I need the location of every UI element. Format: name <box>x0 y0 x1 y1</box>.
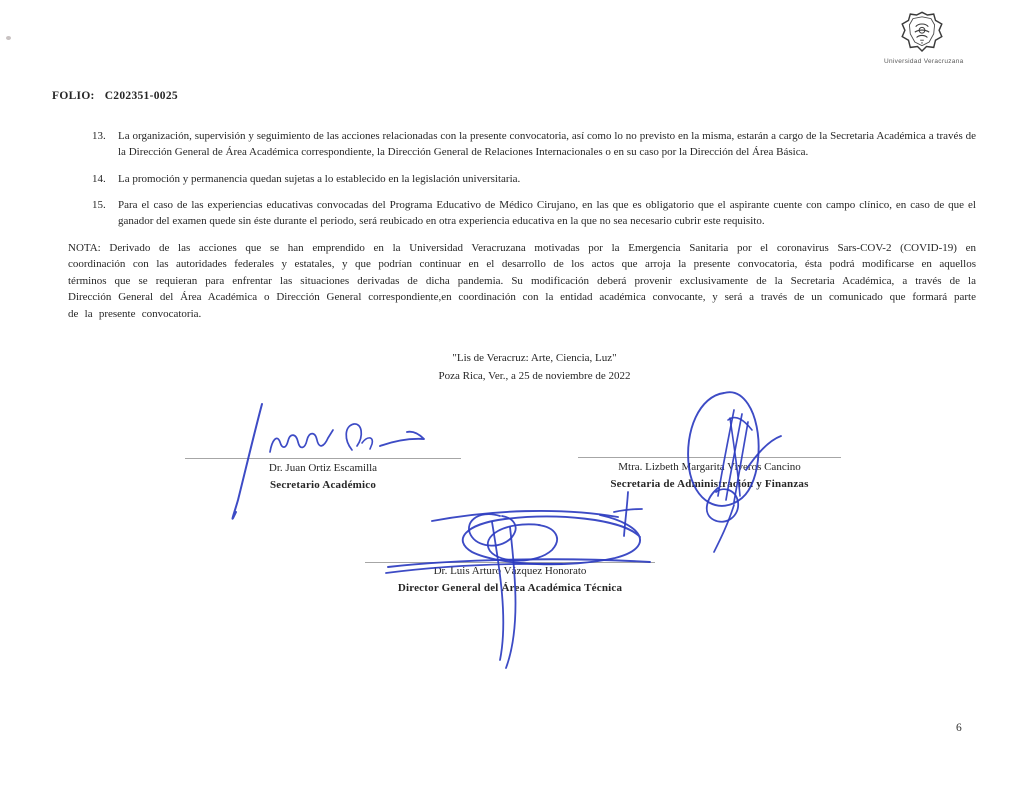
signature-cross-stroke <box>614 509 642 512</box>
item-number: 14. <box>92 172 106 185</box>
page-number: 6 <box>956 722 962 734</box>
list-item <box>92 128 976 161</box>
seal-caption: Universidad Veracruzana <box>884 58 964 65</box>
university-seal <box>884 10 964 65</box>
item-text: La promoción y permanencia quedan sujetas a lo establecido en la legislación universitaria. <box>118 172 521 185</box>
dateline-text: Poza Rica, Ver., a 25 de noviembre de 2022 <box>438 369 631 382</box>
university-crest-icon <box>895 10 949 56</box>
nota-paragraph: NOTA: Derivado de las acciones que se han emprendido en la Universidad Veracruzana motivadas por la Emergencia Sanitaria por el coronavirus Sars-COV-2 (COVID-19) en coordinación con las autoridades federales y estatales, y que podrían continuar en el desarrollo de los actos que arroja la presente convocatoria, ésta podrá modificarse en aquellos términos que se requieran para enfrentar las situaciones derivadas de dicha pandemia. Su modificación deberá provenir exclusivamente de la Secretaria Académica, a través de la Dirección General del Área Académica o Dirección General correspondiente,en coordinación con la entidad académica convocante, y será a través de un comunicado que formará parte de la presente convocatoria. <box>68 242 976 320</box>
folio-label: FOLIO: <box>52 90 95 102</box>
signature-block-director-general <box>365 562 655 594</box>
item-text: Para el caso de las experiencias educativas convocadas del Programa Educativo de Médico Cirujano, en las que es obligatorio que el aspirante cuente con campo clínico, en caso de que el ganador del examen quede sin éste durante el periodo, será reubicado en otra experiencia educativa en la que no sea necesario cubrir este requisito. <box>118 198 976 228</box>
signature-line <box>578 457 841 458</box>
list-item <box>92 197 976 230</box>
signature-block-secretaria-administracion <box>578 457 841 490</box>
motto-text: "Lis de Veracruz: Arte, Ciencia, Luz" <box>452 352 617 364</box>
signature-block-secretario-academico <box>185 458 461 491</box>
list-item <box>92 171 976 187</box>
scan-artifact <box>6 36 11 40</box>
signature-line <box>185 458 461 459</box>
clause-list <box>92 128 976 239</box>
signatory-title: Director General del Área Académica Técnica <box>397 582 623 594</box>
item-text: La organización, supervisión y seguimiento de las acciones relacionadas con la presente convocatoria, así como lo no previsto en la misma, estarán a cargo de la Secretaria Académica a través de la Dirección General de Área Académica correspondiente, la Dirección General de Relaciones Internacionales o en su caso por la Dirección del Área Básica. <box>118 130 976 159</box>
item-number: 13. <box>92 130 106 142</box>
signatory-name: Mtra. Lizbeth Margarita Viveros Cancino <box>618 461 801 473</box>
signature-cross-stroke <box>624 492 628 536</box>
signatory-title: Secretaria de Administración y Finanzas <box>610 478 809 490</box>
signature-line <box>365 562 655 563</box>
folio-line <box>52 90 178 102</box>
signatory-name: Dr. Luis Arturo Vázquez Honorato <box>433 565 587 577</box>
signatory-title: Secretario Académico <box>269 479 377 491</box>
item-number: 15. <box>92 198 106 211</box>
signatory-name: Dr. Juan Ortiz Escamilla <box>268 462 378 474</box>
folio-number: C202351-0025 <box>104 90 178 102</box>
motto-block <box>362 350 707 385</box>
